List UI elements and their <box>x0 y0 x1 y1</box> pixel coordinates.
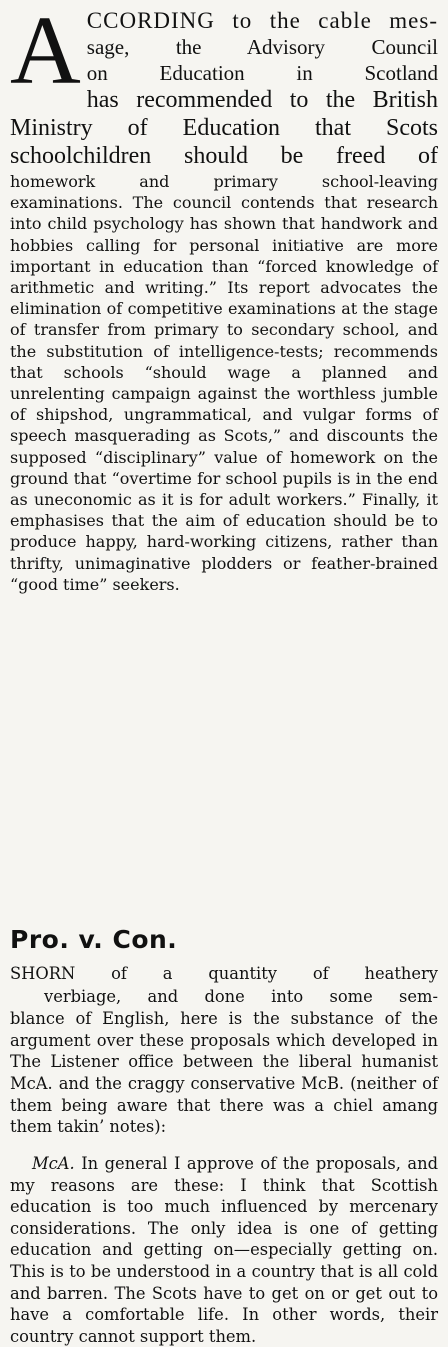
second-paragraph-body: blance of English, here is the substance of the argument over these proposals which developed in The Listener office between the liberal humanist McA. and the craggy conservative McB. (neither of them being aware that there was a chiel amang them takin’ notes): <box>10 1009 438 1137</box>
second-paragraph <box>10 962 438 1138</box>
lead-line-2: sage, the Advisory Council <box>86 35 438 59</box>
second-paragraph-first-line: SHORN of a quantity of heathery <box>10 964 438 983</box>
section-heading: Pro. v. Con. <box>10 925 178 954</box>
lead-line-3: on Education in Scotland <box>86 61 438 85</box>
lead-line-6: schoolchildren should be freed of <box>10 143 438 169</box>
opening-paragraph-body: homework and primary school-leaving examinations. The council contends that research into child psychology has shown that handwork and hobbies calling for personal initiative are more important in education than “forced knowledge of arithmetic and writing.” Its report advocates the elimination of competitive examinations at the stage of transfer from primary to secondary school, and the substitution of intelligence-tests; recommends that schools “should wage a planned and unrelenting campaign against the worthless jumble of shipshod, ungrammatical, and vulgar forms of speech masquerading as Scots,” and discounts the supposed “disciplinary” value of homework on the ground that “overtime for school pupils is in the end as uneconomic as it is for adult workers.” Finally, it emphasises that the aim of education should be to produce happy, hard-working citizens, rather than thrifty, unimaginative plodders or feather-brained “good time” seekers. <box>10 172 438 594</box>
second-paragraph-second-line: verbiage, and done into some sem- <box>44 986 438 1006</box>
drop-cap: A <box>10 0 81 105</box>
dialogue-paragraph-body <box>10 1153 438 1347</box>
dialogue-paragraph <box>10 1152 438 1347</box>
lead-line-4: has recommended to the British <box>86 87 438 113</box>
lead-line-5: Ministry of Education that Scots <box>10 115 438 141</box>
opening-paragraph <box>10 0 438 595</box>
speaker-label: McA. <box>32 1154 75 1173</box>
lead-line-1: CCORDING to the cable mes- <box>86 8 438 33</box>
dialogue-text: In general I approve of the proposals, and my reasons are these: I think that Scottish education is too much influenced by mercenary considerations. The only idea is one of getting education and getting on—especially getting on. This is to be understood in a country that is all cold and barren. The Scots have to get on or get out to have a comfortable life. In other words, their country cannot support them. <box>10 1154 438 1346</box>
